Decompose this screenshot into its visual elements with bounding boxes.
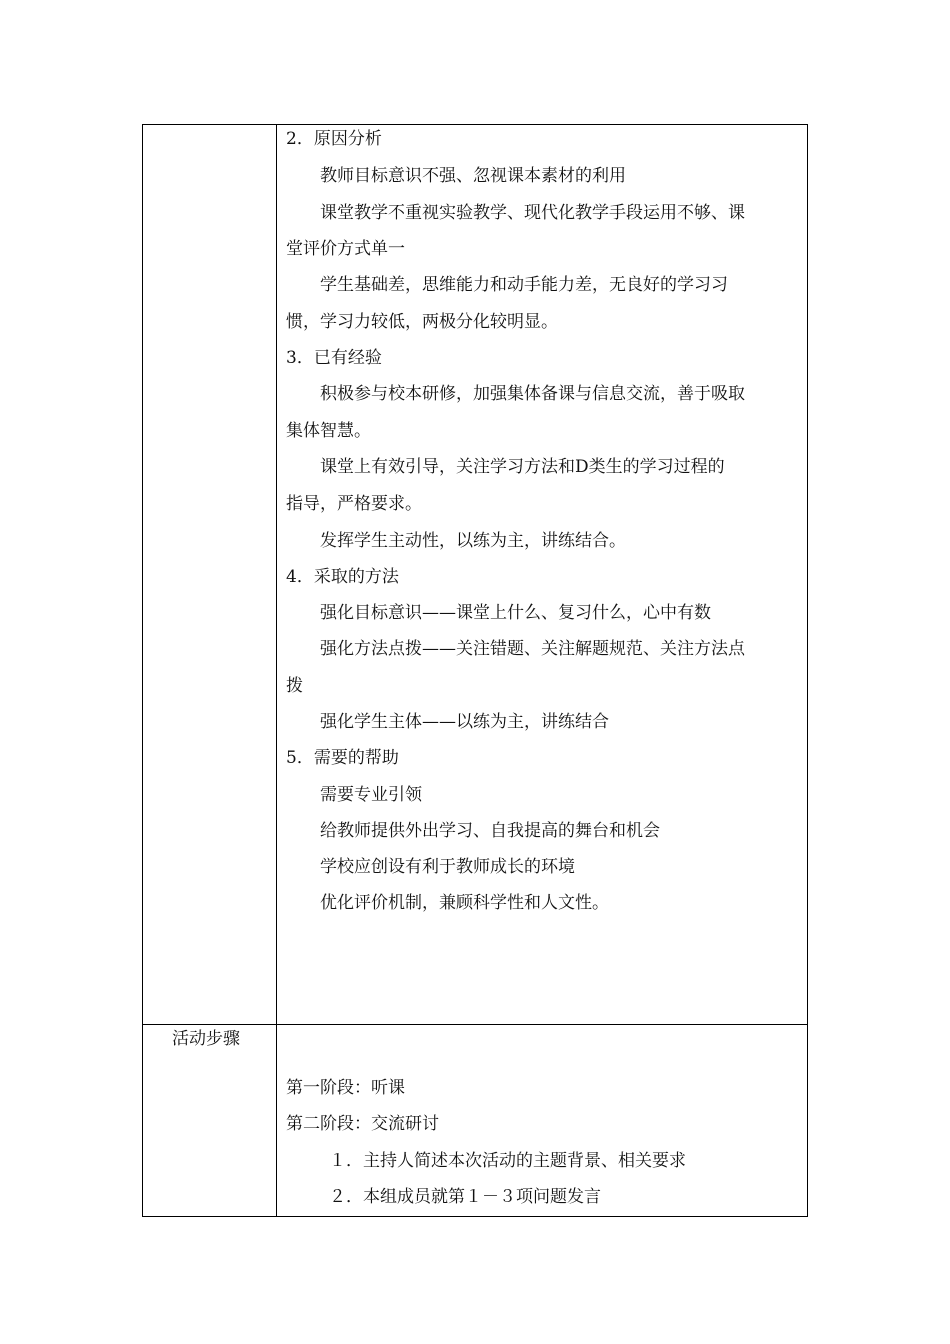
paragraph-line: 集体智慧。 <box>286 421 371 441</box>
paragraph-line: 强化方法点拨——关注错题、关注解题规范、关注方法点 <box>320 639 745 659</box>
paragraph-line: 强化学生主体——以练为主，讲练结合 <box>320 712 609 732</box>
row-divider <box>143 1024 807 1025</box>
heading-help-needed: 5．需要的帮助 <box>286 748 399 768</box>
step-item: １．主持人简述本次活动的主题背景、相关要求 <box>329 1151 686 1171</box>
paragraph-line: 发挥学生主动性，以练为主，讲练结合。 <box>320 531 626 551</box>
paragraph-line: 课堂上有效引导，关注学习方法和D类生的学习过程的 <box>320 457 725 477</box>
row-label-activity-steps: 活动步骤 <box>172 1029 240 1049</box>
paragraph-line: 强化目标意识——课堂上什么、复习什么，心中有数 <box>320 603 711 623</box>
paragraph-line: 需要专业引领 <box>320 785 422 805</box>
paragraph-line: 拨 <box>286 676 303 696</box>
paragraph-line: 优化评价机制，兼顾科学性和人文性。 <box>320 893 609 913</box>
heading-existing-experience: 3．已有经验 <box>286 348 382 368</box>
step-item: ２．本组成员就第１－３项问题发言 <box>329 1187 601 1207</box>
heading-cause-analysis: 2．原因分析 <box>286 129 382 149</box>
heading-methods: 4．采取的方法 <box>286 567 399 587</box>
column-divider <box>276 125 277 1216</box>
paragraph-line: 学生基础差，思维能力和动手能力差，无良好的学习习 <box>320 275 728 295</box>
paragraph-line: 惯，学习力较低，两极分化较明显。 <box>286 312 558 332</box>
paragraph-line: 堂评价方式单一 <box>286 239 405 259</box>
stage-one: 第一阶段：听课 <box>286 1078 405 1098</box>
paragraph-line: 给教师提供外出学习、自我提高的舞台和机会 <box>320 821 660 841</box>
stage-two: 第二阶段：交流研讨 <box>286 1114 439 1134</box>
paragraph-line: 学校应创设有利于教师成长的环境 <box>320 857 575 877</box>
paragraph-line: 指导，严格要求。 <box>286 494 422 514</box>
activity-table <box>142 124 808 1217</box>
paragraph-line: 教师目标意识不强、忽视课本素材的利用 <box>320 166 626 186</box>
paragraph-line: 课堂教学不重视实验教学、现代化教学手段运用不够、课 <box>320 203 745 223</box>
paragraph-line: 积极参与校本研修，加强集体备课与信息交流，善于吸取 <box>320 384 745 404</box>
